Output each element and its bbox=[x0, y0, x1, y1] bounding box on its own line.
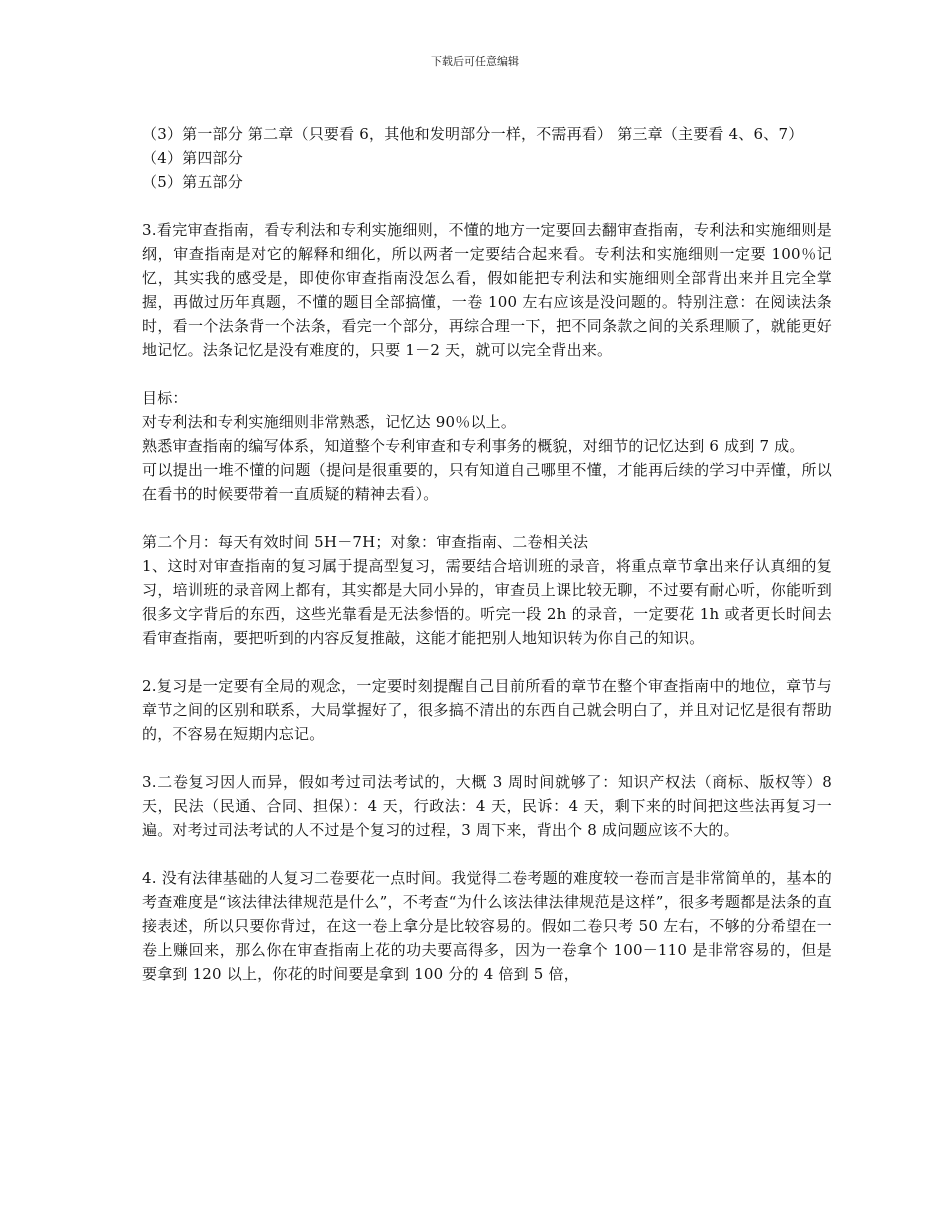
month-two-item-1: 1、这时对审查指南的复习属于提高型复习，需要结合培训班的录音，将重点章节拿出来仔认真细的复习，培训班的录音网上都有，其实都是大同小异的，审查员上课比较无聊，不过要有耐心听，你能听到很多文字背后的东西，这些光靠看是无法参悟的。听完一段 2h 的录音，一定要花 1h 或者更长时间去看审查指南，要把听到的内容反复推敲，这能才能把别人地知识转为你自己的知识。 bbox=[142, 557, 832, 647]
month-two-item-3: 3.二卷复习因人而异，假如考过司法考试的，大概 3 周时间就够了：知识产权法（商标、版权等）8 天，民法（民通、合同、担保）：4 天，行政法：4 天，民诉：4 天，剩下来的时间把这些法再复习一遍。对考过司法考试的人不过是个复习的过程，3 周下来，背出个 8 成问题应该不大的。 bbox=[142, 773, 832, 839]
month-two-heading: 第二个月：每天有效时间 5H－7H；对象：审查指南、二卷相关法 bbox=[142, 533, 589, 551]
month-two-item-2: 2.复习是一定要有全局的观念，一定要时刻提醒自己目前所看的章节在整个审查指南中的地位，章节与章节之间的区别和联系，大局掌握好了，很多搞不清出的东西自己就会明白了，并且对记忆是很有帮助的，不容易在短期内忘记。 bbox=[142, 677, 832, 743]
document-body bbox=[142, 122, 832, 986]
outline-line-3: （3）第一部分 第二章（只要看 6，其他和发明部分一样，不需再看） 第三章（主要看 4、6、7） bbox=[142, 125, 804, 143]
goal-item-1: 对专利法和专利实施细则非常熟悉，记忆达 90％以上。 bbox=[142, 413, 517, 431]
month-two-item-4: 4. 没有法律基础的人复习二卷要花一点时间。我觉得二卷考题的难度较一卷而言是非常简单的，基本的考查难度是“该法律法律规范是什么”，不考查“为什么该法律法律规范是这样”，很多考题都是法条的直接表述，所以只要你背过，在这一卷上拿分是比较容易的。假如二卷只考 50 左右，不够的分希望在一卷上赚回来，那么你在审查指南上花的功夫要高得多，因为一卷拿个 100－110 是非常容易的，但是要拿到 120 以上，你花的时间要是拿到 100 分的 4 倍到 5 倍， bbox=[142, 869, 832, 983]
page-header: 下载后可任意编辑 bbox=[431, 55, 519, 68]
paragraph-law-study: 3.看完审查指南，看专利法和专利实施细则，不懂的地方一定要回去翻审查指南，专利法和实施细则是纲，审查指南是对它的解释和细化，所以两者一定要结合起来看。专利法和实施细则一定要 100％记忆，其实我的感受是，即使你审查指南没怎么看，假如能把专利法和实施细则全部背出来并且完全掌握，再做过历年真题，不懂的题目全部搞懂，一卷 100 左右应该是没问题的。特别注意：在阅读法条时，看一个法条背一个法条，看完一个部分，再综合理一下，把不同条款之间的关系理顺了，就能更好地记忆。法条记忆是没有难度的，只要 1－2 天，就可以完全背出来。 bbox=[142, 221, 832, 359]
outline-line-5: （5）第五部分 bbox=[142, 173, 243, 191]
goal-heading: 目标： bbox=[142, 389, 188, 407]
outline-line-4: （4）第四部分 bbox=[142, 149, 243, 167]
goal-item-3: 可以提出一堆不懂的问题（提问是很重要的，只有知道自己哪里不懂，才能再后续的学习中弄懂，所以在看书的时候要带着一直质疑的精神去看）。 bbox=[142, 461, 832, 503]
goal-item-2: 熟悉审查指南的编写体系，知道整个专利审查和专利事务的概貌，对细节的记忆达到 6 成到 7 成。 bbox=[142, 437, 805, 455]
